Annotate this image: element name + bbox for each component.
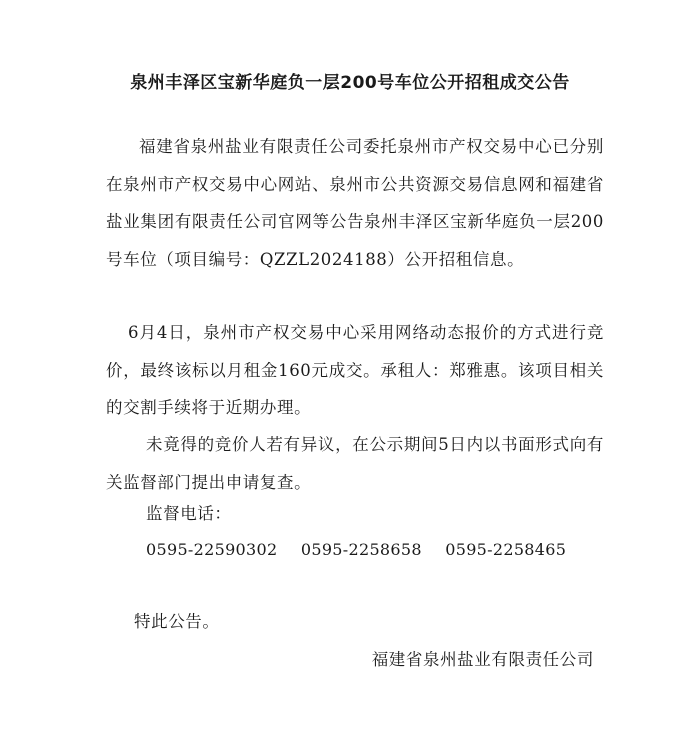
issuer-signature: 福建省泉州盐业有限责任公司 — [371, 650, 594, 669]
closing-remark: 特此公告。 — [134, 612, 220, 631]
phone-number: 0595-2258465 — [445, 540, 567, 559]
phone-number: 0595-22590302 — [146, 540, 278, 559]
document-title: 泉州丰泽区宝新华庭负一层200号车位公开招租成交公告 — [130, 73, 570, 93]
paragraph-result: 6月4日，泉州市产权交易中心采用网络动态报价的方式进行竞价，最终该标以月租金160元成交。承租人：郑雅惠。该项目相关的交割手续将于近期办理。 — [106, 323, 604, 417]
paragraph-announcement: 福建省泉州盐业有限责任公司委托泉州市产权交易中心已分别在泉州市产权交易中心网站、泉州市公共资源交易信息网和福建省盐业集团有限责任公司官网等公告泉州丰泽区宝新华庭负一层200号车位（项目编号：QZZL2024188）公开招租信息。 — [106, 137, 604, 269]
supervision-label: 监督电话： — [146, 504, 232, 523]
paragraph-objection: 未竟得的竞价人若有异议，在公示期间5日内以书面形式向有关监督部门提出申请复查。 — [106, 435, 604, 492]
supervision-phones — [146, 540, 566, 559]
phone-number: 0595-2258658 — [300, 540, 422, 559]
